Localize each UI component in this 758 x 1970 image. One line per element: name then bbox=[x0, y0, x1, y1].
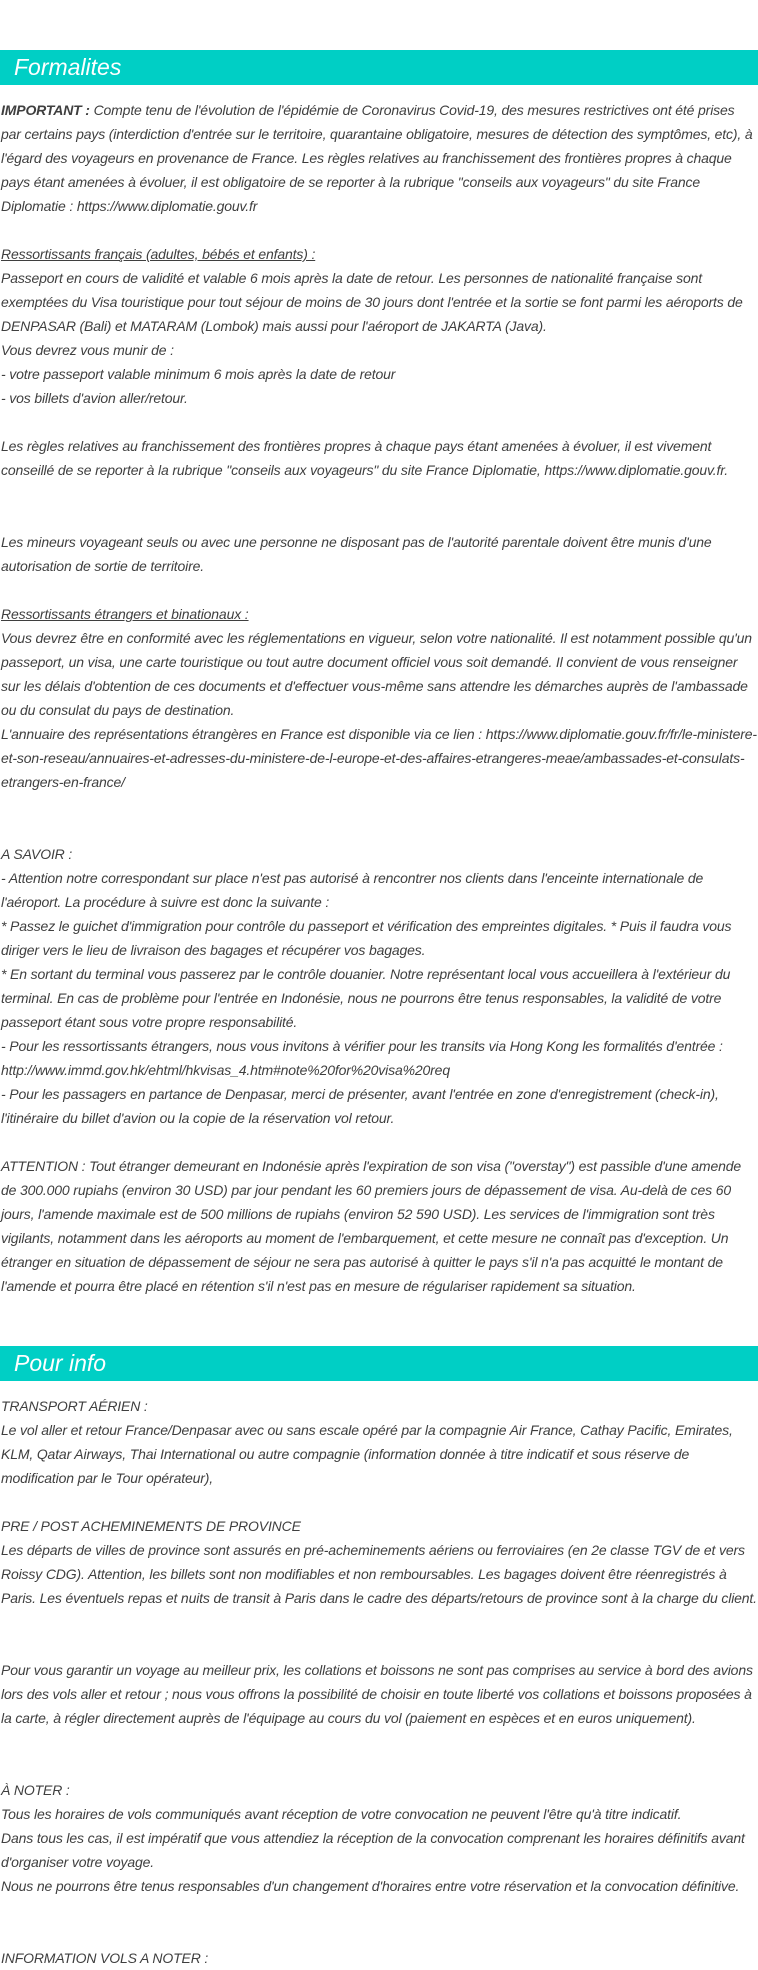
anoter-line: À NOTER : bbox=[1, 1782, 70, 1798]
ressortissants-francais bbox=[1, 242, 757, 410]
regles-text: Les règles relatives au franchissement des frontières propres à chaque pays étant amenées à évoluer, il est vivement conseillé de se reporter à la rubrique "conseils aux voyageurs" du site France Diplomatie, https://www.diplomatie.gouv.fr. bbox=[1, 438, 729, 478]
transport-line: TRANSPORT AÉRIEN : bbox=[1, 1398, 148, 1414]
pre-post-acheminements bbox=[1, 1514, 757, 1610]
francais-line: Passeport en cours de validité et valable 6 mois après la date de retour. Les personnes de nationalité française sont exemptées du Visa touristique pour tout séjour de moins de 30 jours dont l'entrée et la sortie se font parmi les aéroports de DENPASAR (Bali) et MATARAM (Lombok) mais aussi pour l'aéroport de JAKARTA (Java). bbox=[1, 270, 743, 334]
pre-post-line: Les départs de villes de province sont assurés en pré-acheminements aériens ou ferroviaires (en 2e classe TGV de et vers Roissy CDG). Attention, les billets sont non modifiables et non remboursables. Les bagages doivent être réenregistrés à Paris. Les éventuels repas et nuits de transit à Paris dans le cadre des départs/retours de province sont à la charge du client. bbox=[1, 1542, 757, 1606]
section-header-pour-info bbox=[0, 1346, 758, 1381]
pre-post-line: PRE / POST ACHEMINEMENTS DE PROVINCE bbox=[1, 1518, 301, 1534]
mineurs-text: Les mineurs voyageant seuls ou avec une personne ne disposant pas de l'autorité parentale doivent être munis d'une autorisation de sortie de territoire. bbox=[1, 534, 712, 574]
transport-line: Le vol aller et retour France/Denpasar avec ou sans escale opéré par la compagnie Air France, Cathay Pacific, Emirates, KLM, Qatar Airways, Thai International ou autre compagnie (information donnée à titre indicatif et sous réserve de modification par le Tour opérateur), bbox=[1, 1422, 733, 1486]
section-header-formalites bbox=[0, 50, 758, 85]
ressortissants-etrangers bbox=[1, 602, 757, 794]
asavoir-line: - Pour les passagers en partance de Denpasar, merci de présenter, avant l'entrée en zone d'enregistrement (check-in), l'itinéraire du billet d'avion ou la copie de la réservation vol retour. bbox=[1, 1086, 719, 1126]
section-title: Pour info bbox=[14, 1350, 107, 1376]
anoter-line: Nous ne pourrons être tenus responsables d'un changement d'horaires entre votre réservation et la convocation définitive. bbox=[1, 1878, 740, 1894]
section-title: Formalites bbox=[14, 54, 122, 80]
asavoir-line: * En sortant du terminal vous passerez par le contrôle douanier. Notre représentant local vous accueillera à l'extérieur du terminal. En cas de problème pour l'entrée en Indonésie, nous ne pourrons être tenus responsables, la validité de votre passeport étant sous votre propre responsabilité. bbox=[1, 966, 731, 1030]
important-label: IMPORTANT : bbox=[1, 102, 90, 118]
attention-paragraph bbox=[1, 1154, 757, 1298]
asavoir-line: - Pour les ressortissants étrangers, nous vous invitons à vérifier pour les transits via Hong Kong les formalités d'entrée : http://www.immd.gov.hk/ehtml/hkvisas_4.htm#note%20for%20visa%20req bbox=[1, 1038, 723, 1078]
anoter-line: Dans tous les cas, il est impératif que vous attendiez la réception de la convocation comprenant les horaires définitifs avant d'organiser votre voyage. bbox=[1, 1830, 745, 1870]
francais-line: - vos billets d'avion aller/retour. bbox=[1, 390, 188, 406]
francais-heading: Ressortissants français (adultes, bébés et enfants) : bbox=[1, 246, 316, 262]
collations-text: Pour vous garantir un voyage au meilleur prix, les collations et boissons ne sont pas comprises au service à bord des avions lors des vols aller et retour ; nous vous offrons la possibilité de choisir en toute liberté vos collations et boissons proposées à la carte, à régler directement auprès de l'équipage au cours du vol (paiement en espèces et en euros uniquement). bbox=[1, 1662, 753, 1726]
a-noter bbox=[1, 1778, 757, 1898]
mineurs-paragraph bbox=[1, 530, 757, 578]
regles-paragraph bbox=[1, 434, 757, 482]
etrangers-line: L'annuaire des représentations étrangères en France est disponible via ce lien : https://www.diplomatie.gouv.fr/fr/le-ministere-et-son-reseau/annuaires-et-adresses-du-ministere-de-l-europe-et-des-affaires-etrangeres-meae/ambassades-et-consulats-etrangers-en-france/ bbox=[1, 726, 757, 790]
information-vols bbox=[1, 1946, 757, 1970]
asavoir-line: A SAVOIR : bbox=[1, 846, 73, 862]
info-vols-heading: INFORMATION VOLS A NOTER : bbox=[1, 1950, 209, 1966]
francais-line: - votre passeport valable minimum 6 mois après la date de retour bbox=[1, 366, 396, 382]
etrangers-heading: Ressortissants étrangers et binationaux : bbox=[1, 606, 249, 622]
a-savoir bbox=[1, 842, 757, 1130]
asavoir-line: * Passez le guichet d'immigration pour contrôle du passeport et vérification des empreintes digitales. * Puis il faudra vous diriger vers le lieu de livraison des bagages et récupérer vos bagages. bbox=[1, 918, 732, 958]
attention-text: ATTENTION : Tout étranger demeurant en Indonésie après l'expiration de son visa ("overstay") est passible d'une amende de 300.000 rupiahs (environ 30 USD) par jour pendant les 60 premiers jours de dépassement de visa. Au-delà de ces 60 jours, l'amende maximale est de 500 millions de rupiahs (environ 52 590 USD). Les services de l'immigration sont très vigilants, notamment dans les aéroports au moment de l'embarquement, et cette mesure ne connaît pas d'exception. Un étranger en situation de dépassement de séjour ne sera pas autorisé à quitter le pays s'il n'a pas acquitté le montant de l'amende et pourra être placé en rétention s'il n'est pas en mesure de régulariser rapidement sa situation. bbox=[1, 1158, 741, 1294]
collations-paragraph bbox=[1, 1658, 757, 1730]
asavoir-line: - Attention notre correspondant sur place n'est pas autorisé à rencontrer nos clients dans l'enceinte internationale de l'aéroport. La procédure à suivre est donc la suivante : bbox=[1, 870, 704, 910]
transport-aerien bbox=[1, 1394, 757, 1490]
important-notice bbox=[1, 98, 757, 218]
important-text: Compte tenu de l'évolution de l'épidémie de Coronavirus Covid-19, des mesures restrictives ont été prises par certains pays (interdiction d'entrée sur le territoire, quarantaine obligatoire, mesures de détection des symptômes, etc), à l'égard des voyageurs en provenance de France. Les règles relatives au franchissement des frontières propres à chaque pays étant amenées à évoluer, il est obligatoire de se reporter à la rubrique "conseils aux voyageurs" du site France Diplomatie : https://www.diplomatie.gouv.fr bbox=[1, 102, 753, 214]
francais-line: Vous devrez vous munir de : bbox=[1, 342, 174, 358]
etrangers-line: Vous devrez être en conformité avec les réglementations en vigueur, selon votre nationalité. Il est notamment possible qu'un passeport, un visa, une carte touristique ou tout autre document officiel vous soit demandé. Il convient de vous renseigner sur les délais d'obtention de ces documents et d'effectuer vous-même sans attendre les démarches auprès de l'ambassade ou du consulat du pays de destination. bbox=[1, 630, 752, 718]
anoter-line: Tous les horaires de vols communiqués avant réception de votre convocation ne peuvent l'être qu'à titre indicatif. bbox=[1, 1806, 682, 1822]
